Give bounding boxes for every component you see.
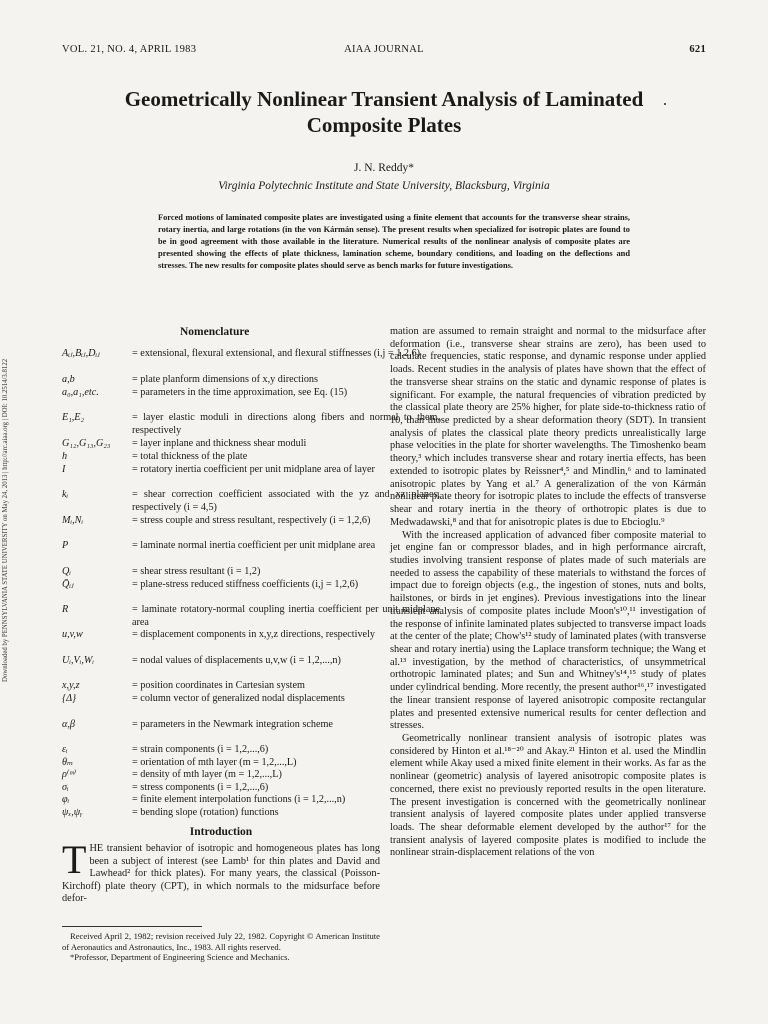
nomenclature-symbol: I xyxy=(62,464,66,475)
nomenclature-symbol: ψₓ,ψᵧ xyxy=(62,807,83,818)
nomenclature-symbol: G₁₂,G₁₃,G₂₃ xyxy=(62,438,111,449)
nomenclature-definition: = finite element interpolation functions (i = 1,2,...,n) xyxy=(132,794,346,805)
author-name: J. N. Reddy* xyxy=(353,162,415,174)
nomenclature-symbol: σᵢ xyxy=(62,782,69,793)
nomenclature-symbol: a,b xyxy=(62,374,75,385)
nomenclature-symbol: {Δ} xyxy=(62,693,77,704)
nomenclature-definition: = strain components (i = 1,2,...,6) xyxy=(132,744,269,755)
nomenclature-definition: = plate planform dimensions of x,y directions xyxy=(132,374,318,385)
page-number: 621 xyxy=(689,44,706,55)
nomenclature-symbol: θₘ xyxy=(62,757,74,768)
nomenclature-symbol: a₀,a₁,etc. xyxy=(62,387,99,398)
nomenclature-definition: = shear stress resultant (i = 1,2) xyxy=(132,566,261,577)
right-column-text xyxy=(390,326,706,860)
footnotes xyxy=(62,931,380,963)
nomenclature-symbol: kᵢ xyxy=(62,489,69,500)
nomenclature-definition: = shear correction coefficient associated with the yz and xz planes, respectively (i = 4,5) xyxy=(132,489,440,513)
received-note: Received April 2, 1982; revision received July 22, 1982. Copyright © American Institute of Aeronautics and Astronautics, Inc., 1983. All rights reserved. xyxy=(62,931,380,952)
nomenclature-definition: = layer elastic moduli in directions along fibers and normal to them, respectively xyxy=(132,412,440,436)
nomenclature-symbol: u,v,w xyxy=(62,629,83,640)
nomenclature-definition: = bending slope (rotation) functions xyxy=(132,807,279,818)
nomenclature-symbol: Mᵢ,Nᵢ xyxy=(62,515,84,526)
nomenclature-definition: = laminate normal inertia coefficient per unit midplane area xyxy=(132,540,376,551)
drop-cap: T xyxy=(62,837,87,882)
nomenclature-symbol: h xyxy=(62,451,68,462)
nomenclature-definition: = layer inplane and thickness shear moduli xyxy=(132,438,307,449)
nomenclature-symbol: Qᵢ xyxy=(62,566,71,577)
nomenclature-definition: = nodal values of displacements u,v,w (i = 1,2,...,n) xyxy=(132,655,341,666)
nomenclature-definition: = orientation of mth layer (m = 1,2,...,L) xyxy=(132,757,297,768)
nomenclature-definition: = displacement components in x,y,z directions, respectively xyxy=(132,629,376,640)
nomenclature-symbol: ρ⁽ᵐ⁾ xyxy=(62,769,77,780)
introduction-body xyxy=(62,837,380,906)
nomenclature-definition: = rotatory inertia coefficient per unit midplane area of layer xyxy=(132,464,375,475)
body-paragraph: Geometrically nonlinear transient analysis of isotropic plates was considered by Hinton et al.¹⁸⁻²⁰ and Akay.²¹ Hinton et al. used the Mindlin element while Akay used a mixed finite element in their works. As far as the nonlinear (geometric) analysis of layered anisotropic composite plates is concerned, there exist no previously reported results in the open literature. The present investigation is concerned with the geometrically nonlinear transient analysis of layered composite plates under applied transverse loads. The shear deformable element developed by the author¹⁷ for the transient analysis of layered composite plates is modified to include the nonlinear strain-displacement relations of the von xyxy=(390,733,706,859)
nomenclature-definition: = extensional, flexural extensional, and flexural stiffnesses (i,j = 1,2,6) xyxy=(132,348,420,359)
nomenclature-symbol: α,β xyxy=(62,719,75,730)
introduction-heading: Introduction xyxy=(189,826,253,838)
nomenclature-definition: = position coordinates in Cartesian system xyxy=(132,680,305,691)
nomenclature-definition: = stress components (i = 1,2,...,6) xyxy=(132,782,269,793)
nomenclature-definition: = laminate rotatory-normal coupling inertia coefficient per unit midplane area xyxy=(132,604,440,628)
author-affiliation: Virginia Polytechnic Institute and State University, Blacksburg, Virginia xyxy=(218,180,550,192)
nomenclature-symbol: φᵢ xyxy=(62,794,70,805)
nomenclature-definition: = total thickness of the plate xyxy=(132,451,248,462)
nomenclature-symbol: Aᵢⱼ,Bᵢⱼ,Dᵢⱼ xyxy=(62,348,100,359)
paper-title: Geometrically Nonlinear Transient Analysis of Laminated Composite Plates xyxy=(124,87,644,137)
running-header-volume: VOL. 21, NO. 4, APRIL 1983 xyxy=(62,44,197,55)
download-watermark: Downloaded by PENNSYLVANIA STATE UNIVERSITY on May 24, 2013 | http://arc.aiaa.org | DOI: 10.2514/3.8122 xyxy=(2,358,9,682)
nomenclature-symbol: εᵢ xyxy=(62,744,68,755)
nomenclature-definition: = parameters in the time approximation, see Eq. (15) xyxy=(132,387,348,398)
abstract: Forced motions of laminated composite plates are investigated using a finite element that accounts for the transverse shear strains, rotary inertia, and large rotations (in the von Kármán sense). The present results when specialized for isotropic plates are found to be in good agreement with those available in the literature. Numerical results of the nonlinear analysis of composite plates are presented showing the effects of plate thickness, lamination scheme, boundary conditions, and loading on the deflections and stresses. The new results for composite plates should serve as bench marks for future investigations. xyxy=(158,213,630,271)
nomenclature-definition: = column vector of generalized nodal displacements xyxy=(132,693,345,704)
nomenclature-definition: = density of mth layer (m = 1,2,...,L) xyxy=(132,769,282,780)
author-footnote: *Professor, Department of Engineering Science and Mechanics. xyxy=(70,952,290,963)
footnote-rule xyxy=(62,926,202,927)
introduction-text: HE transient behavior of isotropic and homogeneous plates has long been a subject of interest (see Lamb¹ for thin plates and David and Lawhead² for thick plates). For many years, the classical (Poisson-Kirchoff) plate theory (CPT), in which normals to the midsurface before defor- xyxy=(62,843,380,905)
nomenclature-definition: = stress couple and stress resultant, respectively (i = 1,2,6) xyxy=(132,515,371,526)
nomenclature-symbol: P xyxy=(62,540,69,551)
nomenclature-symbol: E₁,E₂ xyxy=(62,412,85,423)
running-header-journal: AIAA JOURNAL xyxy=(344,44,424,55)
nomenclature-symbol: Q̄ᵢⱼ xyxy=(62,579,74,590)
nomenclature-definition: = parameters in the Newmark integration scheme xyxy=(132,719,333,730)
nomenclature-symbol: Uᵢ,Vᵢ,Wᵢ xyxy=(62,655,94,666)
body-paragraph: mation are assumed to remain straight and normal to the midsurface after deformation (i.e., transverse shear strains are zero), has been used to calculate frequencies, static response, and dynamic response under applied loads. Recent studies in the analysis of plates have shown that the effect of the transverse shear strains on the static and dynamic response of plates is significant. For example, the natural frequencies of vibration predicted by the classical plate theory are 25% higher, for plate side-to-thickness ratio of 10, than those predicted by a shear deformation theory (SDT). In transient analysis of plates the classical plate theory predicts unrealistically large phase velocities in the plate for shorter wavelengths. The Timoshenko beam theory,³ which includes transverse shear and rotary inertia effects, has been extended to isotropic plates by Reissner⁴,⁵ and Mindlin,⁶ and to laminated anisotropic plates by Yang et al.⁷ A generalization of the von Kármán nonlinear plate theory for isotropic plates to include the effects of transverse shear and rotary inertia in the theory of orthotropic plates is due to Medwadawski,⁸ and that for anisotropic plates is due to Ebcioglu.⁹ xyxy=(390,326,706,528)
nomenclature-symbol: x,y,z xyxy=(62,680,80,691)
nomenclature-heading: Nomenclature xyxy=(180,326,250,338)
nomenclature-symbol: R xyxy=(62,604,69,615)
body-paragraph: With the increased application of advanced fiber composite material to jet engine fan or compressor blades, and in high performance aircraft, studies involving transient response of plates made of such materials are needed to assess the capability of these materials to withstand the forces of impact due to foreign objects (e.g., the ingestion of stones, nuts and bolts, hailstones, or birds in jet engines). Previous investigations into the linear transient analysis of composite plates include Moon's¹⁰,¹¹ investigation of the response of infinite laminated plates subjected to transverse impact loads at the center of the plate; Chow's¹² study of laminated plates (with transverse shear and rotary inertia) using the Laplace transform technique; the Wang et al.¹³ investigation, by the method of characteristics, of unsymmetrical orthotropic laminated plates; and Sun and Whitney's¹⁴,¹⁵ study of plates under cylindrical bending. More recently, the present author¹⁶,¹⁷ investigated the linear transient response of layered anisotropic composite rectangular plates and presented extensive numerical results for center deflection and stresses. xyxy=(390,529,706,732)
nomenclature-definition: = plane-stress reduced stiffness coefficients (i,j = 1,2,6) xyxy=(132,579,359,590)
